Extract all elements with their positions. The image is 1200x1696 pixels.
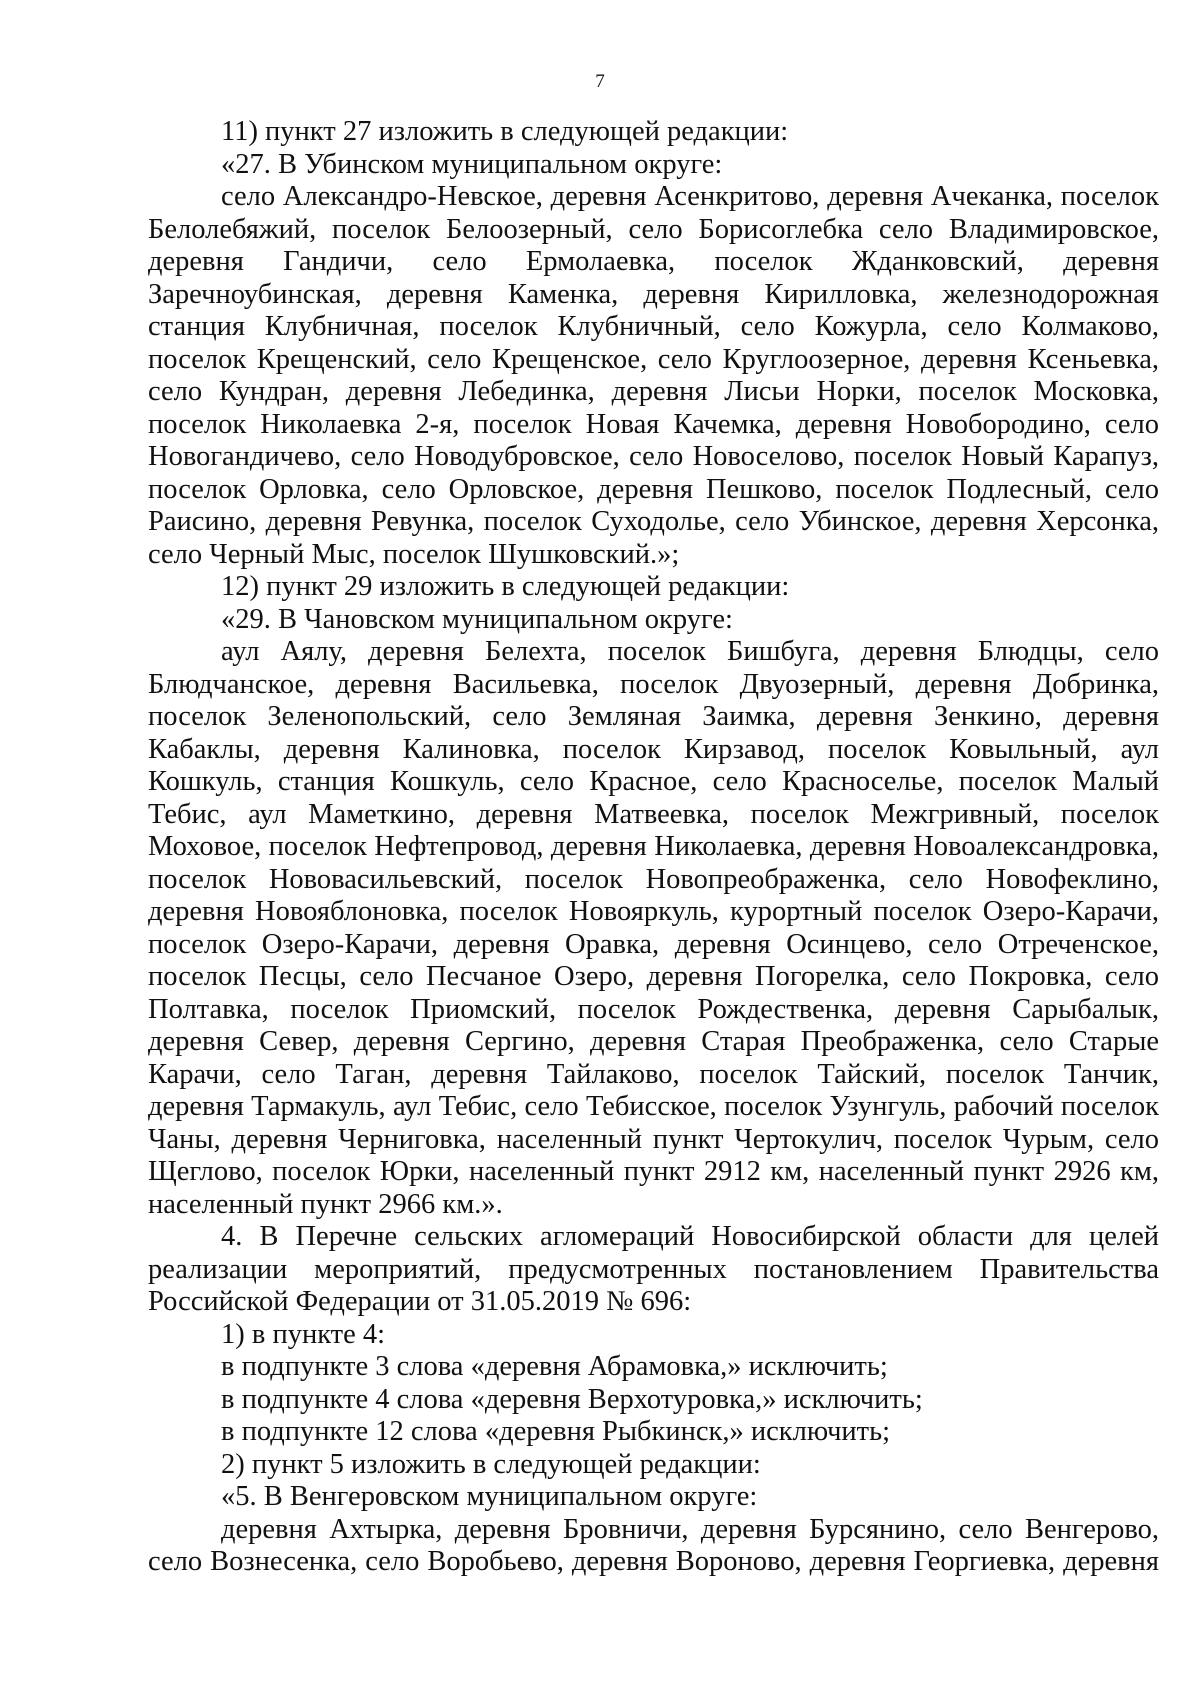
document-body (148, 116, 1159, 1579)
paragraph-subpoint-12: в подпункте 12 слова «деревня Рыбкинск,» исключить; (221, 1416, 891, 1447)
paragraph-subpoint-3: в подпункте 3 слова «деревня Абрамовка,» исключить; (221, 1351, 888, 1382)
paragraph-item-11: 11) пункт 27 изложить в следующей редакции: (221, 116, 789, 147)
paragraph-point-27-heading: «27. В Убинском муниципальном округе: (221, 148, 723, 180)
paragraph-point-29-heading: «29. В Чановском муниципальном округе: (221, 603, 733, 635)
paragraph-ubinsky-settlements: село Александро-Невское, деревня Асенкритово, деревня Ачеканка, поселок Белолебяжий, поселок Белоозерный, село Борисоглебка село Владимировское, деревня Гандичи, село Ермолаевка, поселок Жданковский, деревня Заречноубинская, деревня Каменка, деревня Кирилловка, железнодорожная станция Клубничная, поселок Клубничный, село Кожурла, село Колмаково, поселок Крещенский, село Крещенское, село Круглоозерное, деревня Ксеньевка, село Кундран, деревня Лебединка, деревня Лисьи Норки, поселок Московка, поселок Николаевка 2-я, поселок Новая Качемка, деревня Новобородино, село Новогандичево, село Новодубровское, село Новоселово, поселок Новый Карапуз, поселок Орловка, село Орловское, деревня Пешково, поселок Подлесный, село Раисино, деревня Ревунка, поселок Суходолье, село Убинское, деревня Херсонка, село Черный Мыс, поселок Шушковский.»; (148, 181, 1159, 570)
paragraph-subitem-2: 2) пункт 5 изложить в следующей редакции: (221, 1448, 761, 1480)
paragraph-vengerovsky-settlements: деревня Ахтырка, деревня Бровничи, деревня Бурсянино, село Венгерово, село Вознесенка, село Воробьево, деревня Вороново, деревня Георгиевка, деревня (148, 1513, 1159, 1577)
page-number: 7 (595, 71, 605, 92)
paragraph-section-4: 4. В Перечне сельских агломераций Новосибирской области для целей реализации мероприятий, предусмотренных постановлением Правительства Российской Федерации от 31.05.2019 № 696: (148, 1221, 1159, 1317)
paragraph-point-5-heading: «5. В Венгеровском муниципальном округе: (221, 1481, 758, 1512)
paragraph-subpoint-4: в подпункте 4 слова «деревня Верхотуровка,» исключить; (221, 1383, 923, 1415)
paragraph-chanovsky-settlements: аул Аялу, деревня Белехта, поселок Бишбуга, деревня Блюдцы, село Блюдчанское, деревня Васильевка, поселок Двуозерный, деревня Добринка, поселок Зеленопольский, село Земляная Заимка, деревня Зенкино, деревня Кабаклы, деревня Калиновка, поселок Кирзавод, поселок Ковыльный, аул Кошкуль, станция Кошкуль, село Красное, село Красноселье, поселок Малый Тебис, аул Маметкино, деревня Матвеевка, поселок Межгривный, поселок Моховое, поселок Нефтепровод, деревня Николаевка, деревня Новоалександровка, поселок Нововасильевский, поселок Новопреображенка, село Новофеклино, деревня Новояблоновка, поселок Новояркуль, курортный поселок Озеро-Карачи, поселок Озеро-Карачи, деревня Оравка, деревня Осинцево, село Отреченское, поселок Песцы, село Песчаное Озеро, деревня Погорелка, село Покровка, село Полтавка, поселок Приомский, поселок Рождественка, деревня Сарыбалык, деревня Север, деревня Сергино, деревня Старая Преображенка, село Старые Карачи, село Таган, деревня Тайлаково, поселок Тайский, поселок Танчик, деревня Тармакуль, аул Тебис, село Тебисское, поселок Узунгуль, рабочий поселок Чаны, деревня Черниговка, населенный пункт Чертокулич, поселок Чурым, село Щеглово, поселок Юрки, населенный пункт 2912 км, населенный пункт 2926 км, населенный пункт 2966 км.». (148, 636, 1159, 1220)
paragraph-subitem-1: 1) в пункте 4: (221, 1318, 386, 1350)
paragraph-item-12: 12) пункт 29 изложить в следующей редакции: (221, 571, 790, 602)
